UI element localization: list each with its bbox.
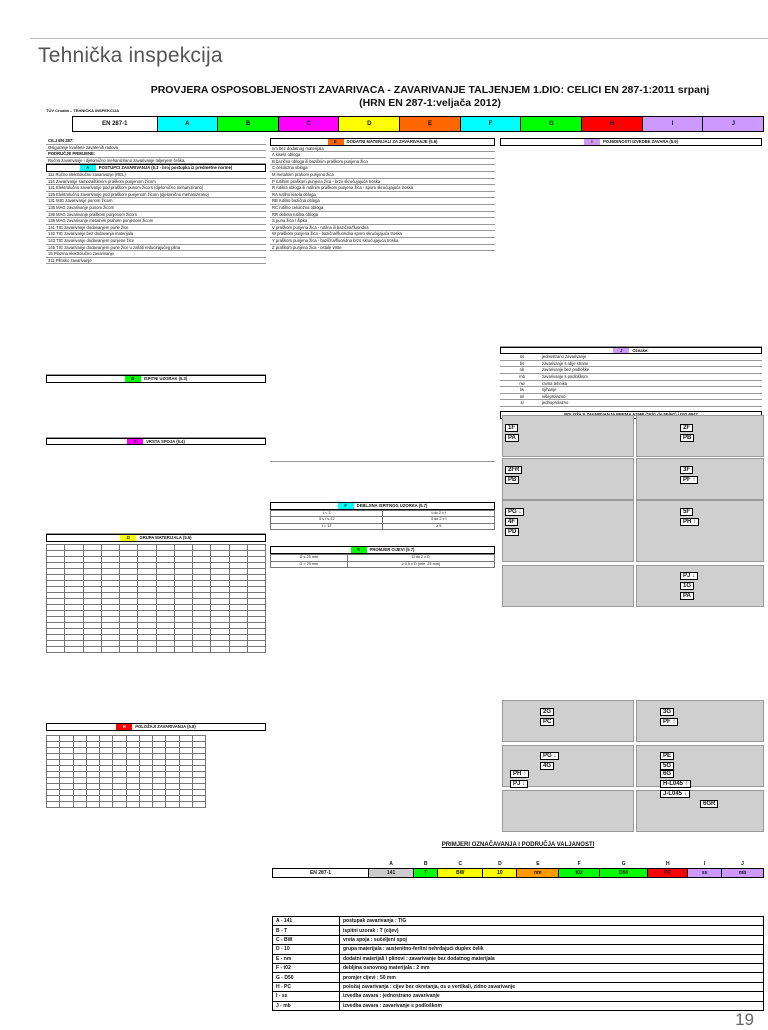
legend-description: debljina osnovnog materijala : 2 mm: [340, 963, 764, 972]
example-legend-table: [272, 916, 764, 1011]
color-bar-cell: E: [400, 117, 461, 131]
table-row: [271, 555, 495, 562]
legend-row: [273, 935, 764, 944]
weld-position-pictogram: [636, 790, 764, 832]
weld-position-pictogram: [636, 700, 764, 742]
grid-cell: [101, 647, 119, 653]
weld-position-label: 3F: [680, 466, 693, 474]
abbreviation-meaning: ravna tehnika: [542, 380, 568, 386]
scope-title: PODRUČJE PRIMJENE:: [46, 151, 266, 158]
example-value-cell: nm: [517, 869, 559, 878]
process-list: [46, 172, 266, 264]
example-header-cell: A: [389, 861, 393, 867]
legend-description: položaj zavarivanja : cijev bez okretanja, os u vertikali, zidno zavarivanje: [340, 982, 764, 991]
example-value-cell: PC: [648, 869, 688, 878]
example-header-cell: G: [621, 861, 626, 867]
weld-position-pictogram: [636, 500, 764, 562]
position-grid: [46, 735, 206, 808]
color-bar-cell: H: [582, 117, 643, 131]
grid-cell: [211, 647, 229, 653]
filler-row: S puna žica / šipka: [270, 218, 495, 225]
filler-row: Y praškom punjena žica - bazična/fluoridna brzo skrućujajuća troska: [270, 238, 495, 245]
issuer-label: TÜV Croatia – TEHNIČKA INSPEKCIJA: [46, 108, 119, 113]
section-g-header: G PROMJER CIJEVI (5.7): [270, 546, 495, 554]
abbreviation-code: ss: [519, 354, 525, 360]
legend-code: B - T: [273, 926, 340, 935]
legend-description: ispitni uzorak : T (cijev): [340, 926, 764, 935]
example-value-cell: mb: [722, 869, 764, 878]
legend-code: C - BW: [273, 935, 340, 944]
table-row: [271, 561, 495, 568]
legend-code: D - 10: [273, 945, 340, 954]
section-f-title: DEBLJINA ISPITNOG UZORKA (5.7): [356, 503, 428, 509]
process-row: 141 TIG zavarivanje dodavanjem pune žice: [46, 225, 266, 232]
legend-code: G - D50: [273, 973, 340, 982]
weld-position-label: 3G: [660, 708, 674, 716]
section-d-header: D GRUPA MATERIJALA (5.5): [46, 534, 266, 542]
abbreviation-meaning: zavarivanje s obje strane: [542, 360, 589, 366]
legend-description: izvedba zavara : zavarivanje s podloškom: [340, 1001, 764, 1010]
weld-position-label: 5F: [680, 508, 693, 516]
grid-cell: [138, 647, 156, 653]
legend-row: [273, 945, 764, 954]
color-bar-cell: G: [521, 117, 582, 131]
pipe-table: [270, 554, 495, 568]
weld-position-label: J-L045 ↓: [660, 790, 690, 798]
table-row: [271, 517, 495, 524]
weld-position-label: PE: [660, 752, 674, 760]
abbreviation-row: [500, 367, 762, 374]
legend-row: [273, 973, 764, 982]
weld-position-label: 2FR: [505, 466, 522, 474]
section-b-body: [46, 383, 266, 438]
grid-cell: [174, 647, 192, 653]
abbreviation-row: [500, 354, 762, 361]
weld-position-label: 1G: [680, 582, 694, 590]
table-cell: t < 3: [271, 510, 383, 517]
abbreviation-row: [500, 387, 762, 394]
weld-position-label: 2G: [540, 708, 554, 716]
abbreviation-code: nw: [519, 380, 525, 386]
color-bar-cell: A: [158, 117, 219, 131]
abbreviation-meaning: višeprolazno: [542, 393, 566, 399]
example-value-cell: D50: [599, 869, 648, 878]
filler-row: RR debela rutilna obloga: [270, 212, 495, 219]
legend-description: promjer cijevi : 50 mm: [340, 973, 764, 982]
abbreviation-code: sl: [520, 400, 524, 406]
grid-cell: [60, 801, 73, 807]
abbreviation-meaning: njihanje: [542, 387, 557, 393]
legend-code: H - PC: [273, 982, 340, 991]
weld-position-pictogram: [502, 458, 634, 500]
example-value-row: [273, 869, 764, 878]
example-header-cell: C: [458, 861, 463, 867]
weld-position-pictogram: [636, 745, 764, 787]
example-header-cell: [273, 860, 369, 869]
section-b-header: B ISPITNI UZORAK (5.3): [46, 375, 266, 383]
table-cell: ≥ 0,5 x D (min. 25 mm): [347, 561, 494, 568]
process-row: 125 Elektrolučno zavarivanje pod praškom punjenom žicom (djelomično mehanizirano): [46, 192, 266, 199]
validity-matrix: [270, 251, 495, 462]
grid-cell: [100, 801, 113, 807]
grid-cell: [65, 647, 83, 653]
color-bar-cell: I: [643, 117, 704, 131]
section-color-bar: [72, 116, 764, 132]
weld-position-label: 6GR: [700, 800, 718, 808]
weld-position-pictogram: [502, 700, 634, 742]
section-g-title: PROMJER CIJEVI (5.7): [369, 547, 415, 553]
legend-code: I - ss: [273, 992, 340, 1001]
section-c-body: [46, 445, 266, 534]
section-a-header: A POSTUPCI ZAVARIVANJA (5.3 - broj postupka iz predmetne norme): [46, 164, 266, 172]
color-bar-cell: C: [279, 117, 340, 131]
grid-cell: [126, 801, 139, 807]
weld-position-label: PA: [680, 592, 694, 600]
process-row: 311 Plinsko zavarivanje: [46, 258, 266, 265]
example-header-cell: F: [577, 861, 581, 867]
grid-cell: [156, 647, 174, 653]
example-header-cell: J: [741, 861, 744, 867]
abbreviation-meaning: zavarivanje bez podloške: [542, 367, 590, 373]
legend-description: vrsta spoja : sučeljeni spoj: [340, 935, 764, 944]
table-cell: 3 ≤ t ≤ 12: [271, 517, 383, 524]
document-title-line2: (HRN EN 287-1:veljača 2012): [359, 97, 501, 109]
abbreviation-code: mb: [519, 373, 525, 379]
filler-row: R rutilna obloga ili rutilnim praškom punjena žica - sporo skrućujajuća troska: [270, 185, 495, 192]
page-header-title: Tehnička inspekcija: [38, 44, 223, 67]
section-e-title: DODATNI MATERIJALI ZA ZAVARIVANJE (5.6): [346, 139, 438, 144]
process-row: 135 MAG zavarivanje punom žicom: [46, 205, 266, 212]
example-header-cell: B: [423, 861, 428, 867]
process-row: 114 Zavarivanje samozaštitnom praškom punjenom žicom: [46, 179, 266, 186]
abbreviation-meaning: zavarivanje s podloškom: [542, 373, 588, 379]
section-i-title: POJEDINOSTI IZVEDBE ZAVARA (5.9): [602, 139, 679, 144]
grid-cell: [247, 647, 265, 653]
weld-position-label: PG ↓: [505, 508, 524, 516]
weld-position-label: PJ ↓: [680, 572, 698, 580]
table-cell: ≥ 5: [383, 523, 495, 530]
example-designation-table: [272, 860, 764, 878]
weld-position-label: PH ↑: [680, 518, 699, 526]
filler-row: W praškom punjena žica - bazična/fluoridna sporo skrućujajuća troska: [270, 231, 495, 238]
weld-position-label: PA: [505, 434, 519, 442]
filler-row: C celulozna obloga: [270, 165, 495, 172]
left-column: [46, 138, 266, 808]
weld-position-label: PC: [540, 718, 554, 726]
middle-column: [270, 138, 495, 568]
material-group-grid: [46, 544, 266, 653]
table-cell: t > 12: [271, 523, 383, 530]
abbreviation-row: [500, 400, 762, 407]
legend-description: postupak zavarivanja : TIG: [340, 917, 764, 926]
weld-position-pictogram: [636, 458, 764, 500]
table-cell: D do 2 x D: [347, 555, 494, 562]
weld-position-label: PB: [680, 434, 694, 442]
grid-cell: [192, 801, 205, 807]
weld-position-label: PB: [505, 476, 519, 484]
legend-row: [273, 992, 764, 1001]
weld-position-label: PF ↑: [660, 718, 678, 726]
filler-row: RA rutilno kisela obloga: [270, 192, 495, 199]
filler-row: M metalnim prahom punjena žica: [270, 172, 495, 179]
legend-description: grupa materijala : austenitno-feritni nehrđajući duplex čelik: [340, 945, 764, 954]
thickness-table: [270, 510, 495, 531]
weld-position-label: PH ↑: [510, 770, 529, 778]
grid-cell: [166, 801, 179, 807]
material-groups-block: [46, 653, 266, 723]
document-title: [150, 84, 710, 110]
legend-description: dodatni materijali i plinovi : zavarivanje bez dodatnog materijala: [340, 954, 764, 963]
section-d-title: GRUPA MATERIJALA (5.5): [139, 535, 192, 541]
example-value-cell: 10: [483, 869, 517, 878]
example-title: PRIMJERI OZNAČAVANJA I PODRUČJA VALJANOSTI: [441, 842, 595, 848]
process-row: 131 MIG zavarivanje punom žicom: [46, 198, 266, 205]
abbreviation-code: lw: [520, 387, 524, 393]
header-rule: [30, 38, 768, 39]
abbreviation-list: [500, 354, 762, 407]
grid-cell: [86, 801, 99, 807]
weld-position-label: PG ↓: [540, 752, 559, 760]
weld-position-label: 2F: [680, 424, 693, 432]
process-row: 111 Ručno elektrolučno zavarivanje (REL): [46, 172, 266, 179]
intro-text: Osiguranje kvalitete zavarenih radova.: [46, 145, 266, 152]
filler-row: RB rutilno bazična obloga: [270, 198, 495, 205]
intro-title: CILJ EN 287:: [46, 138, 266, 145]
process-row: 142 TIG zavarivanje bez dodavanja materijala: [46, 231, 266, 238]
grid-cell: [47, 801, 60, 807]
process-row: 145 TIG zavarivanje dodavanjem pune žice u zaštiti reducirajućeg plina: [46, 245, 266, 252]
document-title-line1: PROVJERA OSPOSOBLJENOSTI ZAVARIVACA - ZAVARIVANJE TALJENJEM 1.DIO: CELICI EN 287-1:2011 srpanj: [150, 84, 710, 96]
example-value-cell: t02: [559, 869, 600, 878]
example-header-cell: E: [536, 861, 540, 867]
legend-code: J - mb: [273, 1001, 340, 1010]
abbreviation-meaning: jednostrano zavarivanje: [542, 354, 587, 360]
section-c-header: C VRSTA SPOJA (5.4): [46, 438, 266, 446]
legend-code: A - 141: [273, 917, 340, 926]
color-bar-cell: EN 287-1: [73, 117, 158, 131]
weld-position-pictogram: [636, 415, 764, 457]
table-cell: t do 2 x t: [383, 510, 495, 517]
grid-cell: [139, 801, 152, 807]
example-value-cell: EN 287-1: [273, 869, 369, 878]
process-row: 138 MAG zavarivanje metalnim prahom punjenom žicom: [46, 218, 266, 225]
filler-row: Z praškom punjena žica - ostale vrste: [270, 245, 495, 252]
table-row: [271, 510, 495, 517]
section-b-title: ISPITNI UZORAK (5.3): [143, 376, 188, 382]
grid-cell: [179, 801, 192, 807]
example-header-cell: D: [498, 861, 502, 867]
weld-position-label: 6G: [660, 770, 674, 778]
legend-row: [273, 926, 764, 935]
weld-position-label: PD: [505, 528, 519, 536]
scope-text: Ručno zavarivanje i djelomično mehanizirano zavarivanje taljenjem čelika.: [46, 158, 266, 165]
section-j-title: Oznake:: [632, 347, 649, 353]
legend-row: [273, 917, 764, 926]
abbreviation-code: bs: [519, 360, 525, 366]
legend-code: F - t02: [273, 963, 340, 972]
grid-cell: [113, 801, 126, 807]
example-header-row: [273, 860, 764, 869]
weld-position-label: 4F: [505, 518, 518, 526]
abbreviation-row: [500, 374, 762, 381]
section-h-header: H POLOŽAJI ZAVARIVANJA (5.8): [46, 723, 266, 731]
abbreviation-row: [500, 361, 762, 368]
weld-position-label: H-L045 ↑: [660, 780, 691, 788]
example-value-cell: BW: [438, 869, 483, 878]
page-number: 19: [735, 1010, 754, 1029]
color-bar-cell: B: [218, 117, 279, 131]
grid-cell: [120, 647, 138, 653]
table-cell: D > 25 mm: [271, 561, 348, 568]
abbreviation-code: nb: [519, 367, 525, 373]
filler-row: V praškom punjena žica - rutilna ili bazična/fluoridna: [270, 225, 495, 232]
weld-position-label: PF ↑: [680, 476, 698, 484]
legend-description: izvedba zavara : jednostrano zavarivanje: [340, 992, 764, 1001]
notes-block: [46, 264, 266, 375]
abbreviation-meaning: jednoprolazno: [542, 400, 569, 406]
weld-position-label: PJ ↓: [510, 780, 528, 788]
weld-position-pictogram: [502, 415, 634, 457]
legend-code: E - nm: [273, 954, 340, 963]
grid-cell: [73, 801, 86, 807]
process-row: 121 Elektrolučno zavarivanje pod praškom punom žicom (djelomično mehanizirano): [46, 185, 266, 192]
example-header-cell: I: [703, 861, 706, 867]
grid-row: [47, 647, 266, 653]
filler-row: RC rutilno celulozna obloga: [270, 205, 495, 212]
filler-row: B bazična obloga ili bazičnim praškom punjena žica: [270, 159, 495, 166]
example-header-cell: H: [665, 861, 670, 867]
weld-position-pictogram: [636, 565, 764, 607]
example-value-cell: T: [414, 869, 438, 878]
weld-position-label: 1F: [505, 424, 518, 432]
grid-cell: [83, 647, 101, 653]
example-value-cell: 141: [369, 869, 414, 878]
right-column: [500, 138, 762, 419]
grid-cell: [153, 801, 166, 807]
abbreviation-row: [500, 394, 762, 401]
section-i-header: I POJEDINOSTI IZVEDBE ZAVARA (5.9): [500, 138, 762, 146]
section-e-header: E DODATNI MATERIJALI ZA ZAVARIVANJE (5.6): [270, 138, 495, 146]
filler-list: [270, 146, 495, 252]
section-f-header: F DEBLJINA ISPITNOG UZORKA (5.7): [270, 502, 495, 510]
legend-row: [273, 982, 764, 991]
weld-position-label: 4G: [540, 762, 554, 770]
legend-row: [273, 1001, 764, 1010]
example-value-cell: ss: [688, 869, 722, 878]
section-c-title: VRSTA SPOJA (5.4): [146, 438, 185, 444]
grid-cell: [47, 647, 65, 653]
section-j-header: J Oznake:: [500, 347, 762, 355]
table-cell: D ≤ 25 mm: [271, 555, 348, 562]
filler-row: P rutilnim praškom punjena žica - brzo skrućujajuća troska: [270, 179, 495, 186]
grid-row: [47, 801, 206, 807]
weld-position-pictogram: [502, 790, 634, 832]
legend-row: [273, 963, 764, 972]
color-bar-cell: D: [339, 117, 400, 131]
section-i-body: [500, 146, 762, 347]
table-cell: 3 do 2 x t: [383, 517, 495, 524]
color-bar-cell: J: [703, 117, 763, 131]
abbreviation-row: [500, 381, 762, 388]
section-h-title: POLOŽAJI ZAVARIVANJA (5.8): [135, 724, 196, 730]
weld-position-pictogram: [502, 565, 634, 607]
legend-row: [273, 954, 764, 963]
process-row: 136 MAG zavarivanje praškom punjenom žicom: [46, 212, 266, 219]
section-a-title: POSTUPCI ZAVARIVANJA (5.3 - broj postupka iz predmetne norme): [98, 165, 233, 171]
table-row: [271, 523, 495, 530]
color-bar-cell: F: [461, 117, 522, 131]
grid-cell: [229, 647, 247, 653]
process-row: 143 TIG zavarivanje dodavanjem punjene žice: [46, 238, 266, 245]
grid-cell: [193, 647, 211, 653]
abbreviation-code: ml: [519, 393, 525, 399]
weld-position-label: 5G: [660, 762, 674, 770]
filler-row: nm bez dodatnog materijala: [270, 146, 495, 153]
process-row: 15 Plazma elektrolučno zavarivanje: [46, 251, 266, 258]
filler-row: A kisela obloga: [270, 152, 495, 159]
